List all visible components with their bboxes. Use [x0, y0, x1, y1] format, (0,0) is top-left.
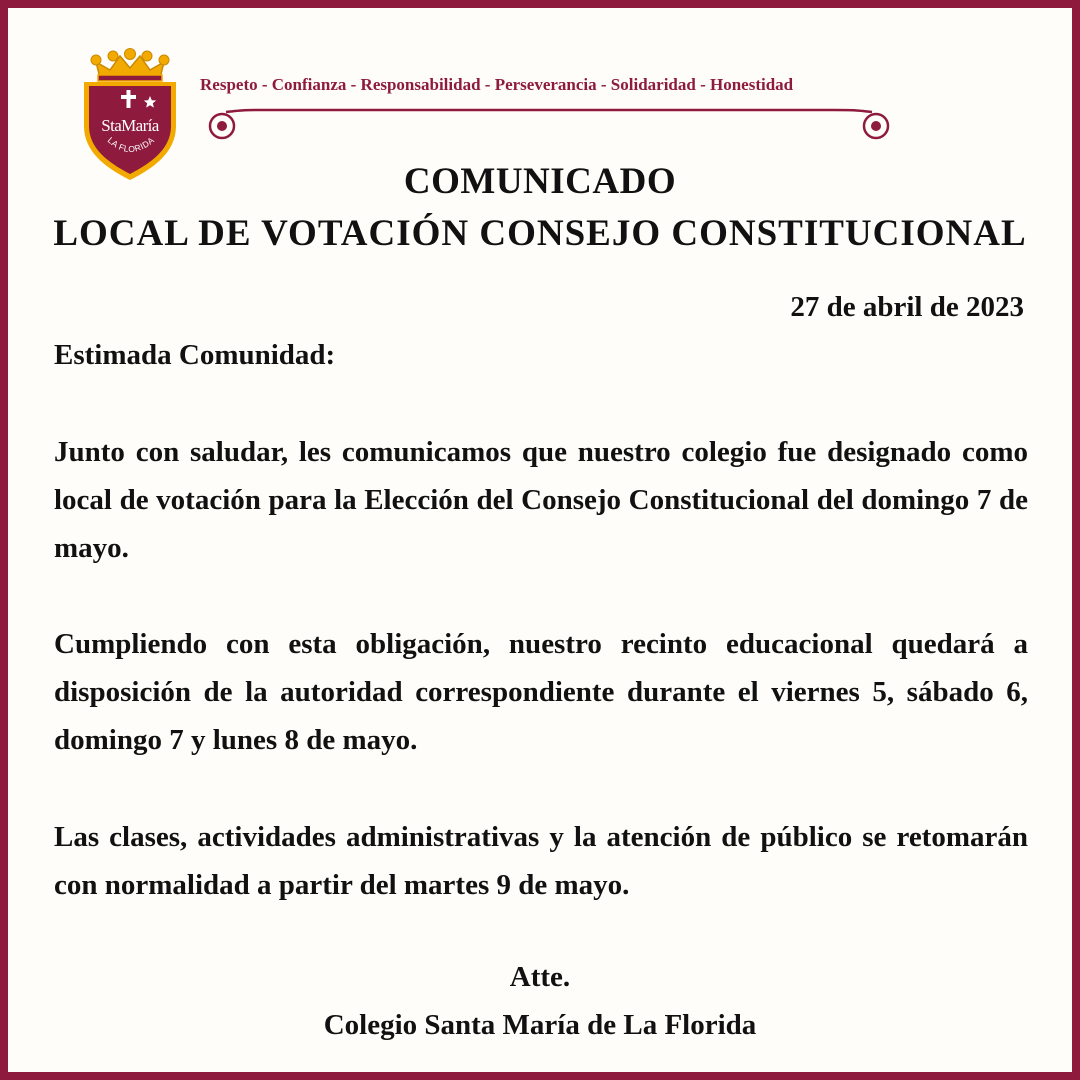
crown-icon [91, 49, 169, 82]
paragraph-designation: Junto con saludar, les comunicamos que nuestro colegio fue designado como local de votación para la Elección del Consejo Constitucional del domingo 7 de mayo. [54, 436, 1028, 564]
greeting: Estimada Comunidad: [54, 339, 336, 371]
logo-subtext: LA FLORIDA [105, 134, 157, 155]
logo-wordmark: StaMaría [101, 116, 159, 135]
paragraph-availability: Cumpliendo con esta obligación, nuestro recinto educacional quedará a disposición de la autoridad correspondiente durante el viernes 5, sábado 6, domingo 7 y lunes 8 de mayo. [54, 628, 1028, 756]
announcement-subtitle: LOCAL DE VOTACIÓN CONSEJO CONSTITUCIONAL [53, 213, 1027, 254]
paragraph-resumption: Las clases, actividades administrativas y la atención de público se retomarán con normalidad a partir del martes 9 de mayo. [54, 821, 1028, 901]
decorative-scroll-divider [204, 108, 894, 144]
announcement-date: 27 de abril de 2023 [790, 291, 1024, 323]
closing-salutation: Atte. [509, 961, 571, 993]
school-values-line: Respeto - Confianza - Responsabilidad - Perseverancia - Solidaridad - Honestidad [200, 75, 794, 94]
signature-name: Colegio Santa María de La Florida [323, 1009, 757, 1041]
announcement-title: COMUNICADO [403, 161, 677, 202]
